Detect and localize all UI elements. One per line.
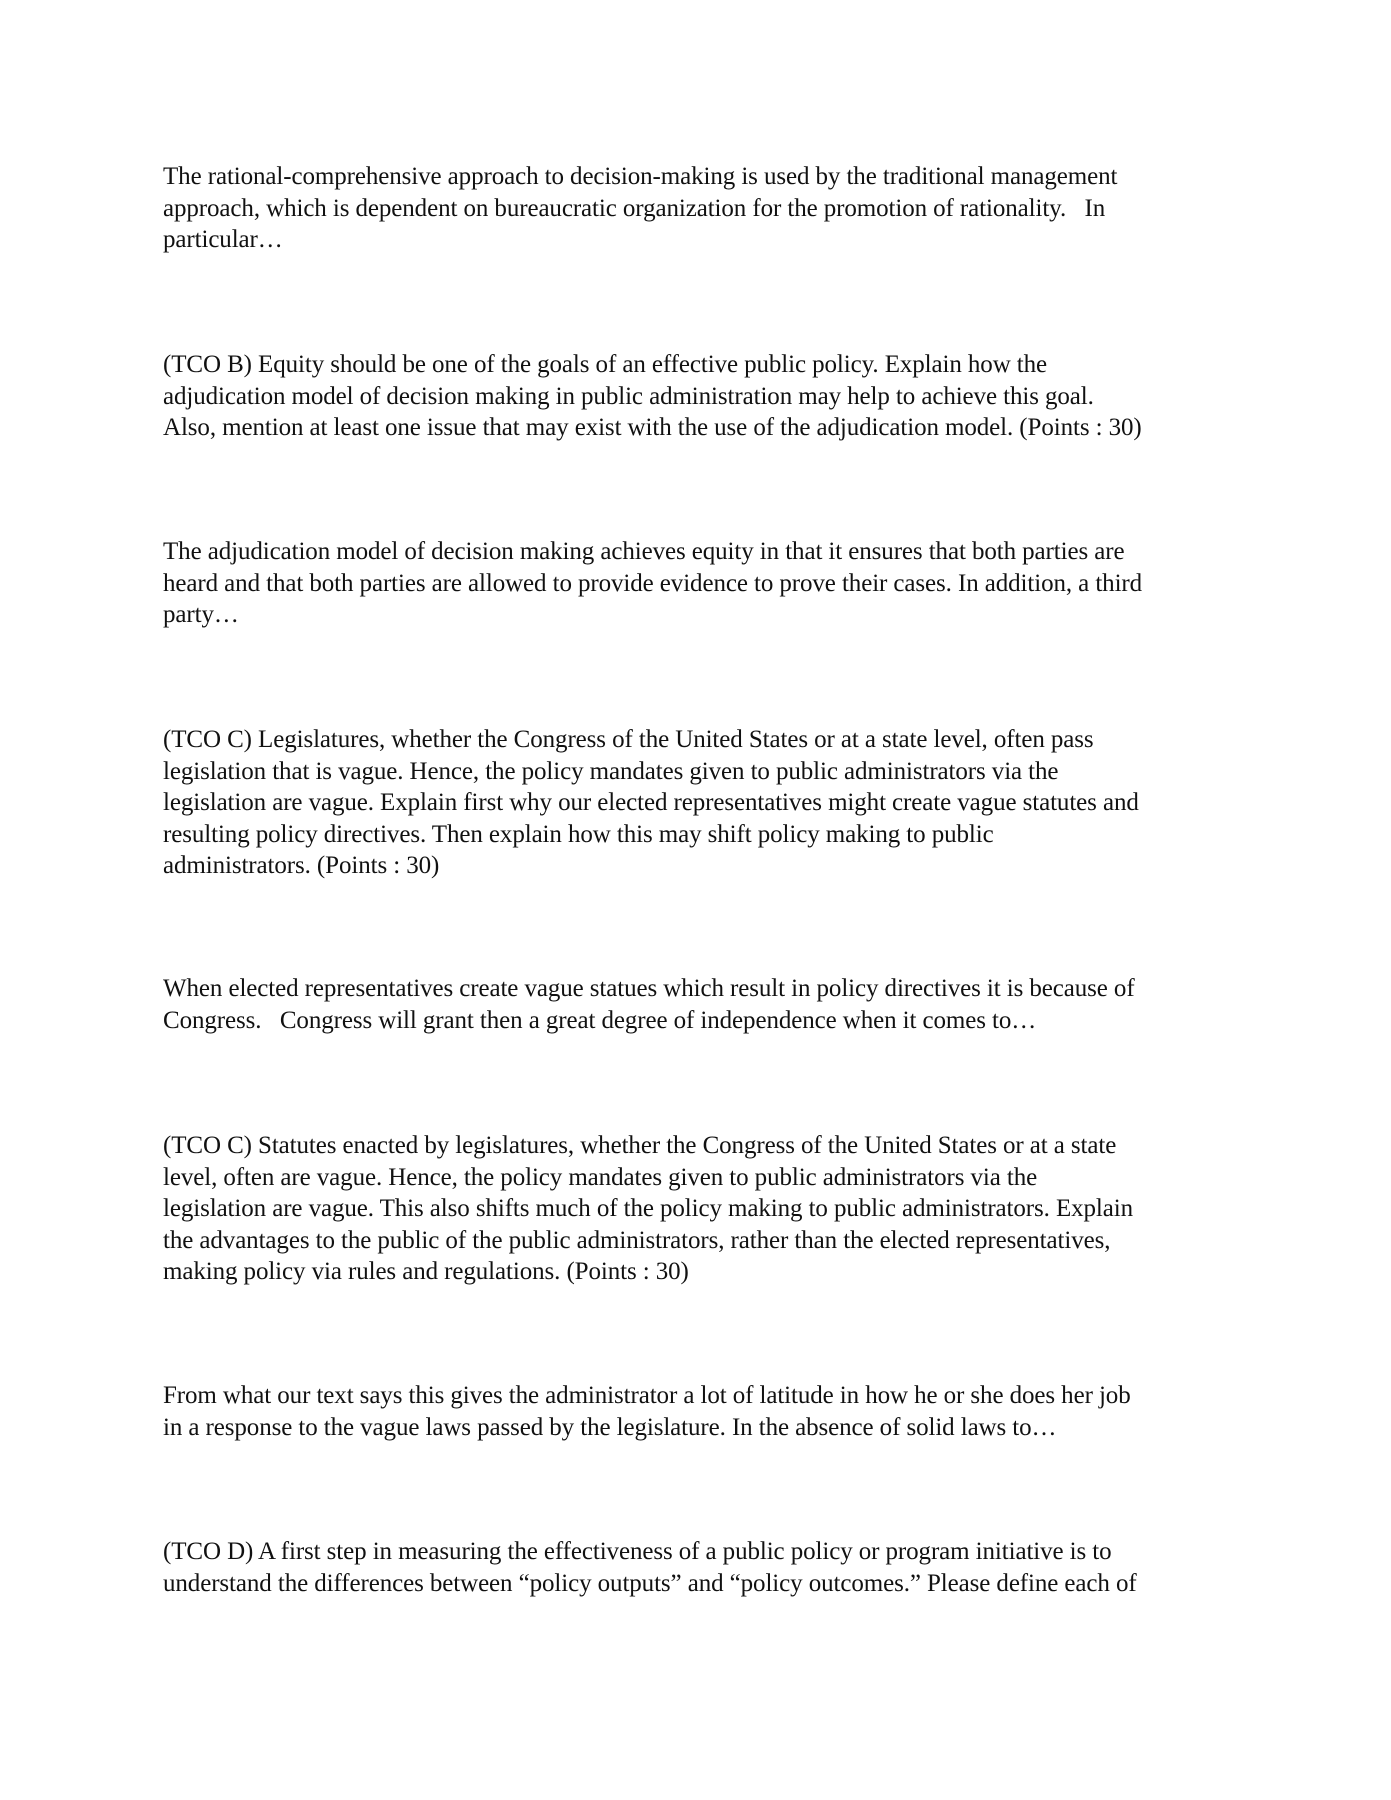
text-line: in a response to the vague laws passed by the legislature. In the absence of solid laws to… [163,1413,1057,1441]
text-line: the advantages to the public of the public administrators, rather than the elected representatives, [163,1226,1111,1254]
text-line: resulting policy directives. Then explain how this may shift policy making to public [163,820,994,848]
text-line: Also, mention at least one issue that may exist with the use of the adjudication model. (Points : 30) [163,414,1142,441]
answer-paragraph-vague-statutes [163,973,1243,1036]
question-paragraph-tco-c-legislatures [163,724,1243,882]
text-line: When elected representatives create vague statues which result in policy directives it is because of [163,975,1135,1002]
text-line: approach, which is dependent on bureaucratic organization for the promotion of rationality. In [163,194,1106,222]
text-line: party… [163,601,239,628]
text-line: legislation that is vague. Hence, the policy mandates given to public administrators via the [163,757,1059,785]
text-line: level, often are vague. Hence, the policy mandates given to public administrators via the [163,1163,1038,1191]
text-line: understand the differences between “policy outputs” and “policy outcomes.” Please define each of [163,1569,1137,1597]
answer-paragraph-rational-comprehensive [163,161,1243,256]
text-line: legislation are vague. This also shifts much of the policy making to public administrators. Explain [163,1195,1134,1222]
text-line: adjudication model of decision making in public administration may help to achieve this goal. [163,382,1094,410]
question-paragraph-tco-c-statutes [163,1130,1243,1288]
text-line: The rational-comprehensive approach to decision-making is used by the traditional management [163,163,1118,190]
text-line: Congress. Congress will grant then a great degree of independence when it comes to… [163,1006,1037,1034]
text-line: (TCO C) Statutes enacted by legislatures, whether the Congress of the United States or at a state [163,1132,1117,1159]
question-paragraph-tco-d [163,1536,1243,1599]
answer-paragraph-adjudication [163,536,1243,631]
text-line: legislation are vague. Explain first why our elected representatives might create vague statutes and [163,789,1139,816]
text-line: The adjudication model of decision making achieves equity in that it ensures that both parties are [163,538,1125,565]
text-line: making policy via rules and regulations. (Points : 30) [163,1258,689,1285]
text-line: administrators. (Points : 30) [163,852,440,879]
text-line: (TCO B) Equity should be one of the goals of an effective public policy. Explain how the [163,351,1048,378]
text-line: heard and that both parties are allowed to provide evidence to prove their cases. In addition, a third [163,569,1143,597]
text-line: particular… [163,226,283,253]
text-line: (TCO C) Legislatures, whether the Congress of the United States or at a state level, often pass [163,726,1094,753]
question-paragraph-tco-b [163,349,1243,444]
text-line: (TCO D) A first step in measuring the effectiveness of a public policy or program initiative is to [163,1538,1112,1565]
answer-paragraph-latitude [163,1380,1243,1443]
text-line: From what our text says this gives the administrator a lot of latitude in how he or she does her job [163,1382,1131,1409]
